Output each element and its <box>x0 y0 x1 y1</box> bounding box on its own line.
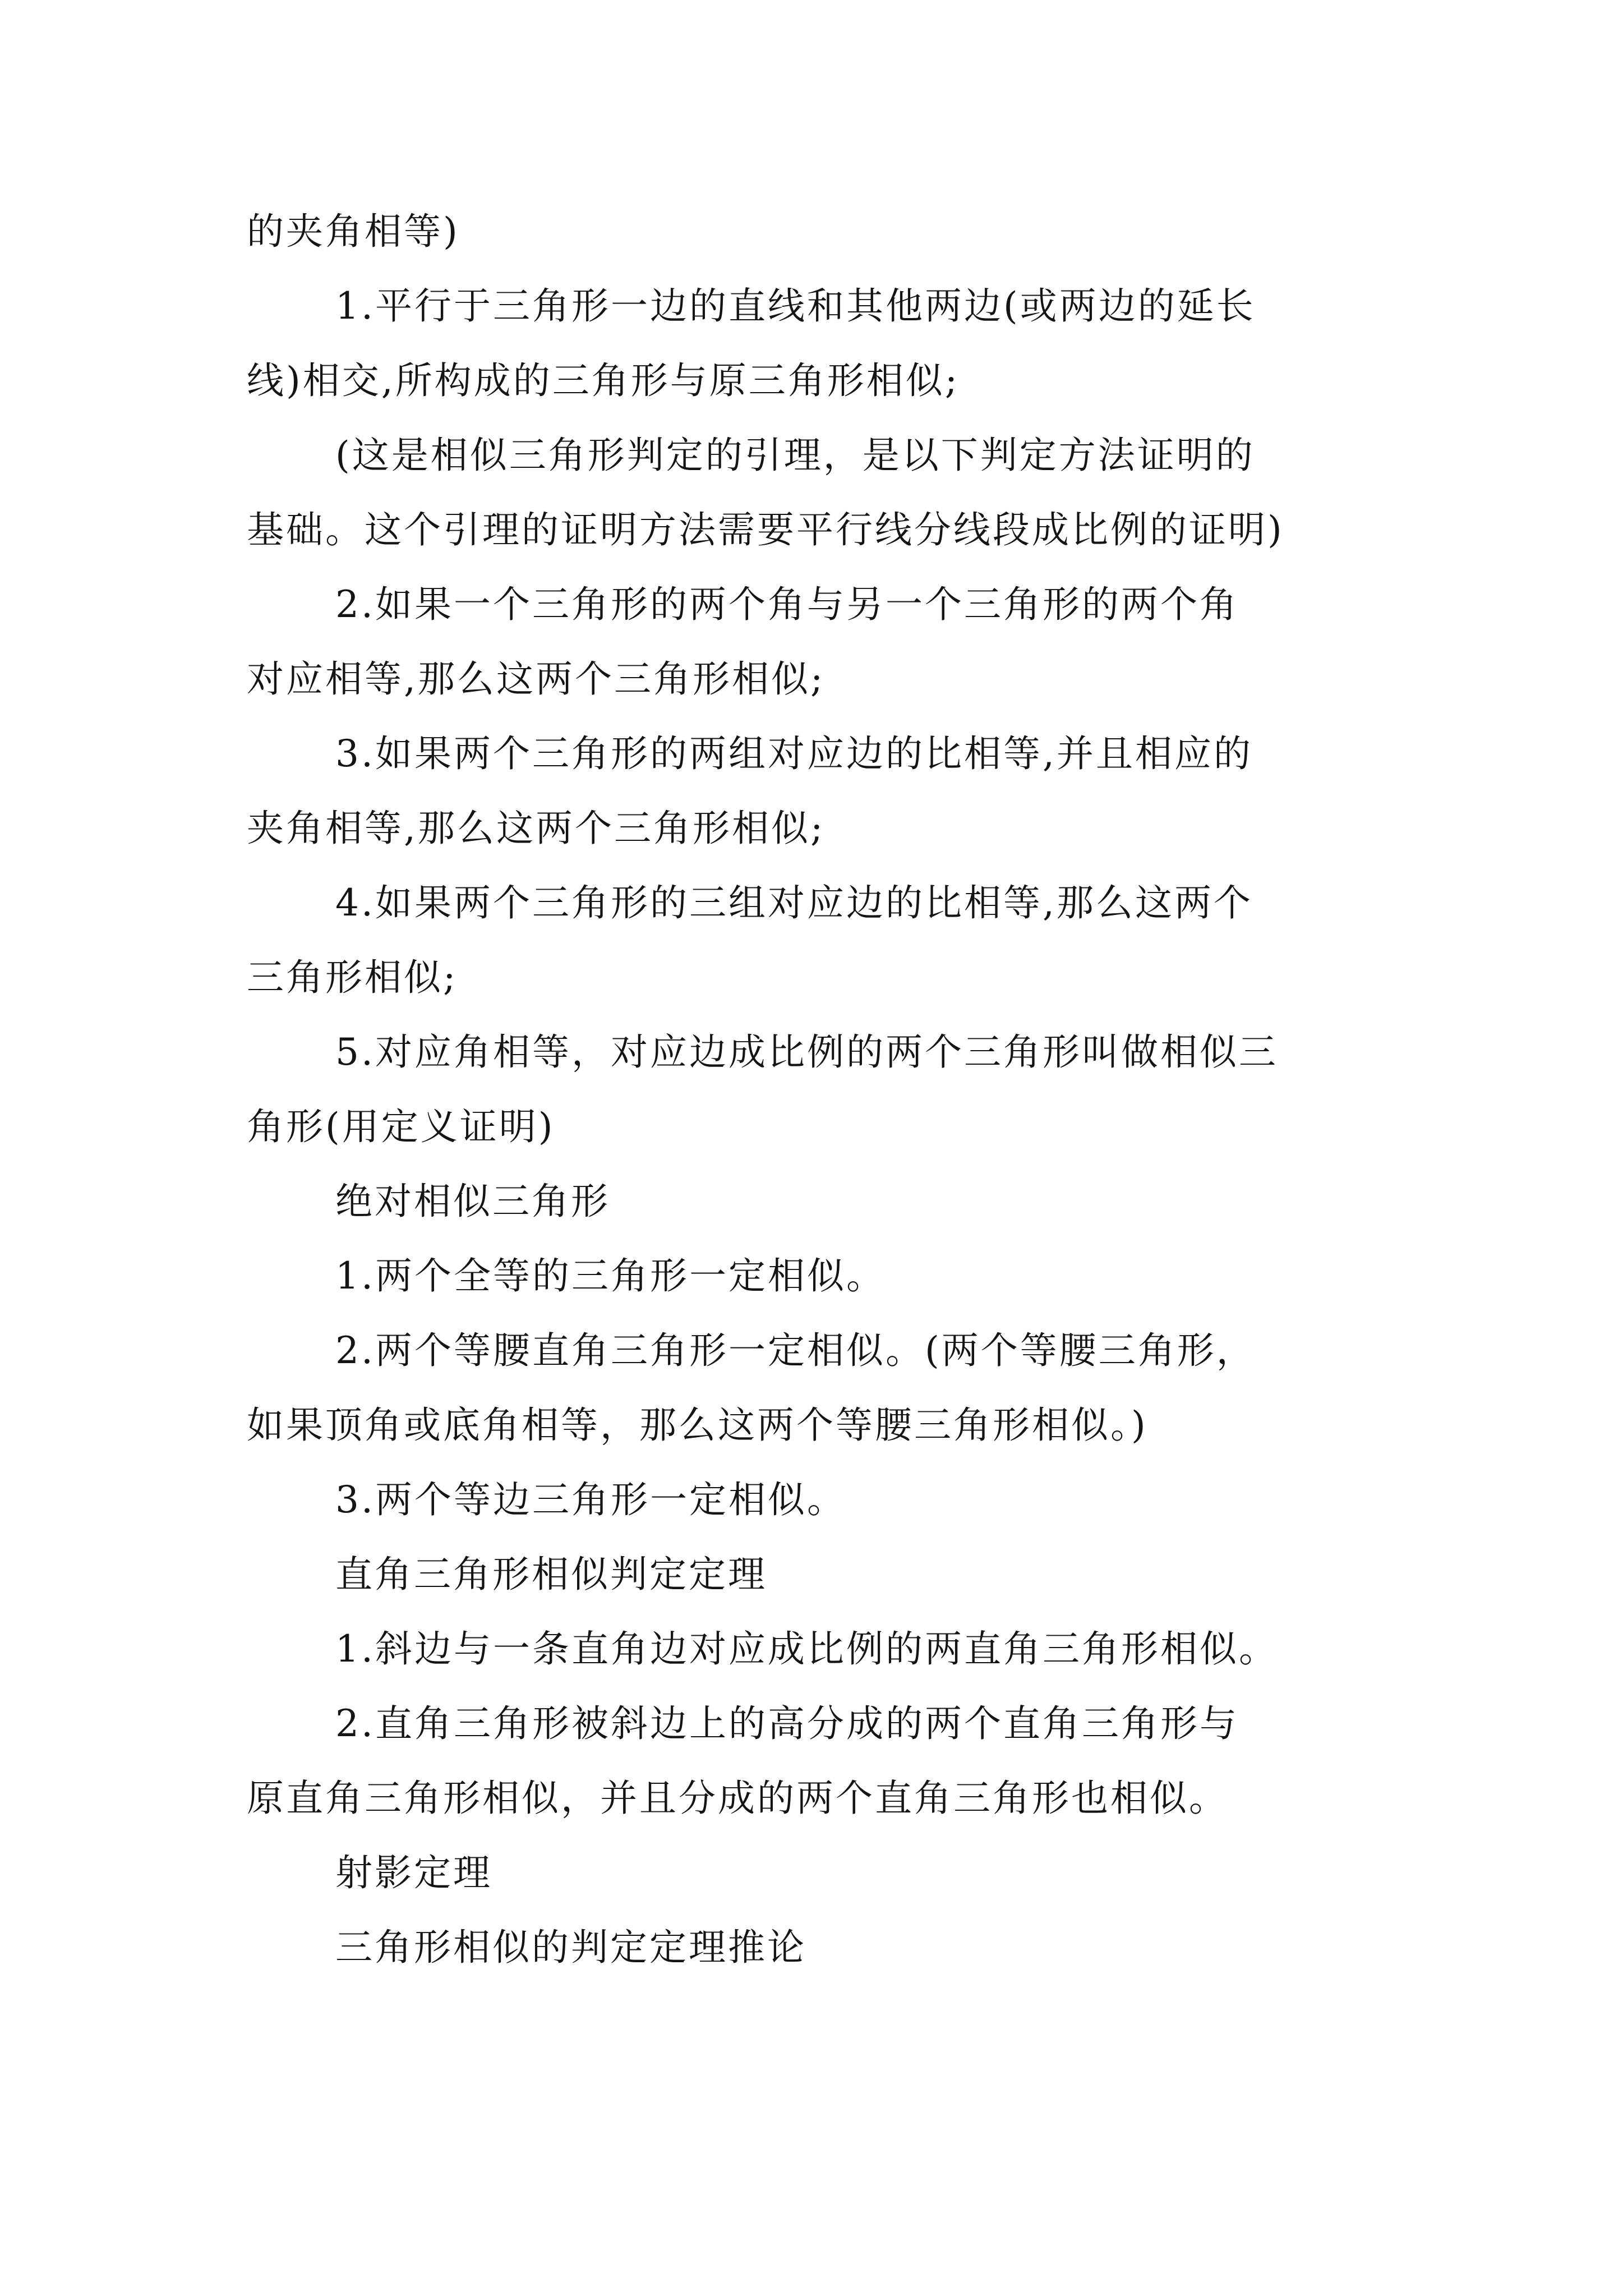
document-body <box>247 194 1391 1985</box>
text-line: 1.两个全等的三角形一定相似。 <box>335 1254 886 1297</box>
text-line: 原直角三角形相似，并且分成的两个直角三角形也相似。 <box>247 1777 1228 1820</box>
text-line: 2.两个等腰直角三角形一定相似。(两个等腰三角形， <box>335 1329 1256 1372</box>
text-line: 2.如果一个三角形的两个角与另一个三角形的两个角 <box>335 583 1239 626</box>
text-line: 5.对应角相等，对应边成比例的两个三角形叫做相似三 <box>335 1030 1278 1074</box>
text-line: 基础。这个引理的证明方法需要平行线分线段成比例的证明) <box>247 508 1284 551</box>
text-line: 角形(用定义证明) <box>247 1105 555 1148</box>
text-line: 4.如果两个三角形的三组对应边的比相等,那么这两个 <box>335 881 1253 924</box>
section-heading: 直角三角形相似判定定理 <box>335 1553 767 1596</box>
text-line: 的夹角相等) <box>247 210 460 253</box>
text-line: 三角形相似; <box>247 956 458 999</box>
section-heading: 射影定理 <box>335 1851 492 1894</box>
text-line: 对应相等,那么这两个三角形相似; <box>247 657 826 701</box>
text-line: 2.直角三角形被斜边上的高分成的两个直角三角形与 <box>335 1702 1239 1745</box>
text-line: 3.两个等边三角形一定相似。 <box>335 1478 846 1521</box>
text-line: 3.如果两个三角形的两组对应边的比相等,并且相应的 <box>335 732 1253 775</box>
section-heading: 三角形相似的判定定理推论 <box>335 1926 806 1969</box>
text-line: 线)相交,所构成的三角形与原三角形相似; <box>247 359 960 402</box>
text-line: 1.斜边与一条直角边对应成比例的两直角三角形相似。 <box>335 1627 1278 1671</box>
text-line: (这是相似三角形判定的引理，是以下判定方法证明的 <box>335 434 1255 477</box>
text-line: 夹角相等,那么这两个三角形相似; <box>247 807 826 850</box>
section-heading: 绝对相似三角形 <box>335 1180 610 1223</box>
text-line: 如果顶角或底角相等，那么这两个等腰三角形相似。) <box>247 1404 1148 1447</box>
text-line: 1.平行于三角形一边的直线和其他两边(或两边的延长 <box>335 284 1256 328</box>
